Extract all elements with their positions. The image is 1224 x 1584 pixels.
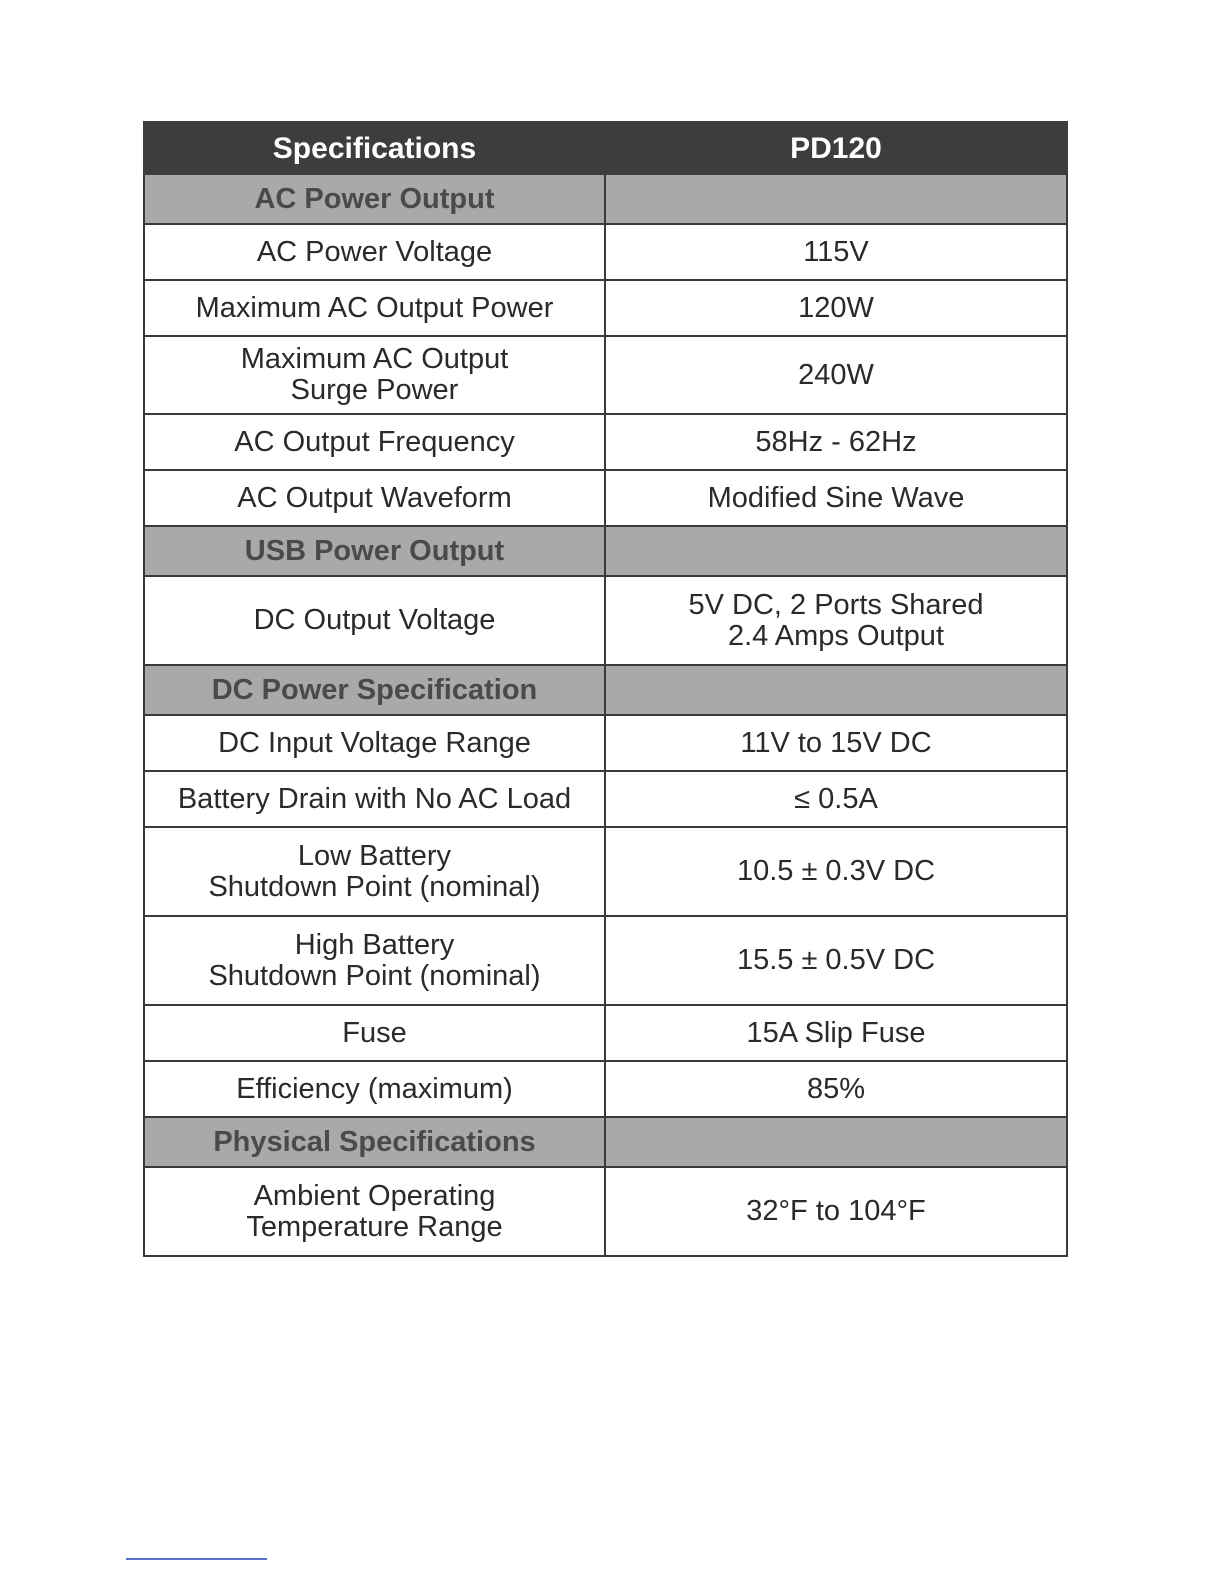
section-physical-specifications (144, 1117, 1067, 1167)
row-value: 58Hz - 62Hz (605, 414, 1067, 470)
row-value: 240W (605, 336, 1067, 414)
row-label: DC Input Voltage Range (144, 715, 605, 771)
section-title: DC Power Specification (144, 665, 605, 715)
table-row (144, 470, 1067, 526)
section-blank (605, 526, 1067, 576)
table-row (144, 576, 1067, 665)
row-value: 10.5 ± 0.3V DC (605, 827, 1067, 916)
header-row (144, 122, 1067, 174)
row-value: ≤ 0.5A (605, 771, 1067, 827)
row-label: DC Output Voltage (144, 576, 605, 665)
header-model: PD120 (605, 122, 1067, 174)
row-label: Efficiency (maximum) (144, 1061, 605, 1117)
row-label: Maximum AC Output Power (144, 280, 605, 336)
table-row (144, 336, 1067, 414)
table-row (144, 1167, 1067, 1256)
row-label: AC Power Voltage (144, 224, 605, 280)
section-title: AC Power Output (144, 174, 605, 224)
row-label: High Battery Shutdown Point (nominal) (144, 916, 605, 1005)
section-usb-power-output (144, 526, 1067, 576)
table-row (144, 1005, 1067, 1061)
table-header (144, 122, 1067, 174)
row-value: 85% (605, 1061, 1067, 1117)
row-value: 32°F to 104°F (605, 1167, 1067, 1256)
table-row (144, 414, 1067, 470)
row-label: Battery Drain with No AC Load (144, 771, 605, 827)
table-row (144, 280, 1067, 336)
row-value: 15A Slip Fuse (605, 1005, 1067, 1061)
section-title: Physical Specifications (144, 1117, 605, 1167)
row-label: AC Output Frequency (144, 414, 605, 470)
table-row (144, 1061, 1067, 1117)
section-blank (605, 665, 1067, 715)
section-blank (605, 1117, 1067, 1167)
section-ac-power-output (144, 174, 1067, 224)
table-row (144, 715, 1067, 771)
row-value: 5V DC, 2 Ports Shared 2.4 Amps Output (605, 576, 1067, 665)
section-title: USB Power Output (144, 526, 605, 576)
row-label: Maximum AC Output Surge Power (144, 336, 605, 414)
page-footer-rule (126, 1558, 267, 1560)
row-label: AC Output Waveform (144, 470, 605, 526)
table-row (144, 916, 1067, 1005)
row-value: 11V to 15V DC (605, 715, 1067, 771)
row-value: Modified Sine Wave (605, 470, 1067, 526)
row-value: 120W (605, 280, 1067, 336)
table-row (144, 827, 1067, 916)
table-row (144, 771, 1067, 827)
row-label: Ambient Operating Temperature Range (144, 1167, 605, 1256)
header-specifications: Specifications (144, 122, 605, 174)
specifications-table (143, 121, 1068, 1257)
row-value: 15.5 ± 0.5V DC (605, 916, 1067, 1005)
section-blank (605, 174, 1067, 224)
row-label: Low Battery Shutdown Point (nominal) (144, 827, 605, 916)
row-value: 115V (605, 224, 1067, 280)
section-dc-power-specification (144, 665, 1067, 715)
table-row (144, 224, 1067, 280)
row-label: Fuse (144, 1005, 605, 1061)
